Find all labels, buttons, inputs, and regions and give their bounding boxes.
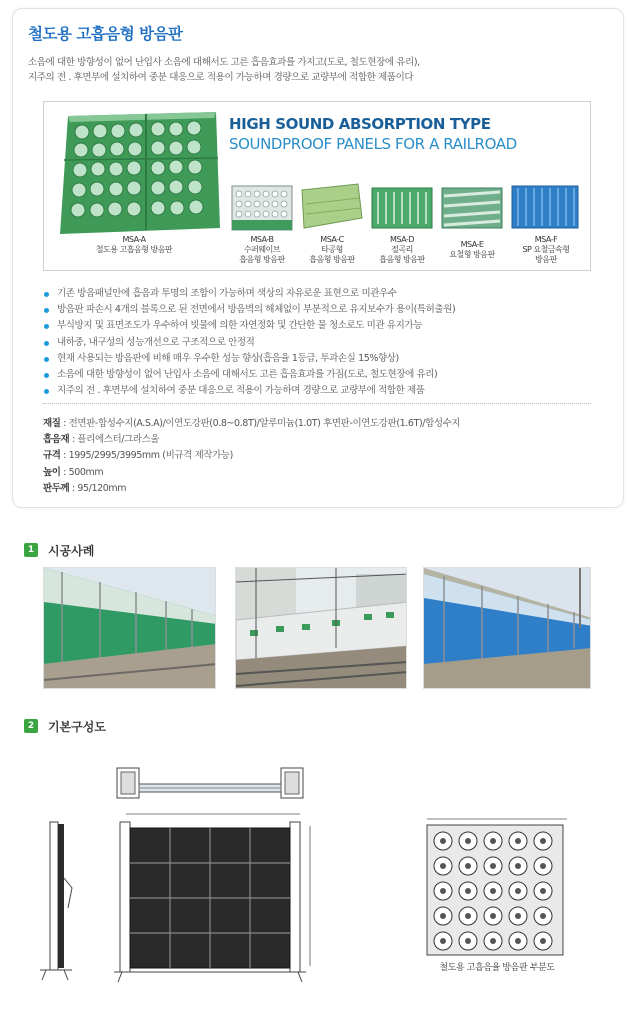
spec-value: : 95/120mm bbox=[69, 482, 127, 494]
model-name: 절곡리 bbox=[391, 245, 413, 254]
msa-f-panel-illustration bbox=[510, 182, 582, 232]
model-code: MSA-F bbox=[534, 235, 558, 244]
model-code: MSA-D bbox=[390, 235, 414, 244]
spec-label: 규격 bbox=[43, 450, 61, 462]
feature-text: 부식방지 및 표면조도가 우수하여 빗물에 의한 자연정화 및 간단한 물 청소로도 미관 유지가능 bbox=[57, 320, 422, 332]
product-lineup-image bbox=[43, 101, 591, 271]
top-view-drawing bbox=[115, 766, 305, 802]
model-code: MSA-E bbox=[460, 240, 484, 249]
section-title: 시공사례 bbox=[48, 544, 95, 558]
model-name: 흡음형 방음판 bbox=[309, 255, 355, 264]
spec-row bbox=[43, 465, 460, 481]
feature-text: 소음에 대한 방향성이 없어 난입사 소음에 대해서도 고른 흡음효과를 가짐(도로, 철도현장에 유리) bbox=[57, 369, 438, 381]
spec-row bbox=[43, 432, 460, 448]
model-caption-msa-c bbox=[298, 235, 366, 265]
msa-a-panel-illustration bbox=[54, 110, 224, 238]
model-name: 수퍼웨이브 bbox=[243, 245, 281, 254]
feature-item bbox=[43, 318, 455, 334]
model-caption-msa-f bbox=[510, 235, 582, 265]
model-code: MSA-C bbox=[320, 235, 344, 244]
bullet-icon bbox=[44, 373, 49, 378]
spec-value: : 플리에스터/그라스울 bbox=[69, 434, 160, 446]
model-caption-msa-d bbox=[368, 235, 436, 265]
model-caption-msa-a bbox=[84, 235, 184, 255]
bullet-icon bbox=[44, 292, 49, 297]
feature-item bbox=[43, 383, 455, 399]
model-caption-msa-e bbox=[438, 240, 506, 260]
model-name: 흡음형 방음판 bbox=[379, 255, 425, 264]
bullet-icon bbox=[44, 308, 49, 313]
spec-label: 재질 bbox=[43, 418, 61, 429]
section-title: 기본구성도 bbox=[48, 720, 106, 734]
section-number-badge: 2 bbox=[24, 719, 38, 733]
divider bbox=[43, 403, 591, 404]
spec-row bbox=[43, 416, 460, 432]
description-line: 지주의 전 . 후면부에 설치하여 중분 대응으로 적용이 가능하며 경량으로 교량부에 적합한 제품이다 bbox=[28, 72, 414, 83]
model-code: MSA-B bbox=[250, 235, 274, 244]
feature-item bbox=[43, 335, 455, 351]
model-name: 철도용 고흡음형 방음판 bbox=[95, 245, 173, 254]
bullet-icon bbox=[44, 341, 49, 346]
feature-text: 방음판 파손시 4개의 블록으로 된 전면에서 방음벽의 해체없이 부분적으로 유지보수가 용이(특허출원) bbox=[57, 304, 456, 316]
section-number-badge: 1 bbox=[24, 543, 38, 557]
model-name: 흡음형 방음판 bbox=[239, 255, 285, 264]
feature-item bbox=[43, 302, 455, 318]
spec-label: 높이 bbox=[43, 466, 61, 478]
case-photo-blue bbox=[423, 567, 591, 689]
model-caption-msa-b bbox=[228, 235, 296, 265]
description-line: 소음에 대한 방향성이 없어 난입사 소음에 대해서도 고른 흡음효과를 가지고(도로, 철도현장에 유리), bbox=[28, 57, 420, 68]
spec-label: 판두께 bbox=[43, 482, 70, 494]
feature-item bbox=[43, 286, 455, 302]
msa-d-panel-illustration bbox=[370, 184, 434, 232]
partial-detail-drawing bbox=[423, 815, 571, 957]
feature-item bbox=[43, 351, 455, 367]
feature-text: 지주의 전 . 후면부에 설치하여 중분 대응으로 적용이 가능하며 경량으로 교량부에 적합한 제품 bbox=[57, 385, 425, 397]
spec-label: 흡음재 bbox=[43, 434, 70, 446]
page-title: 철도용 고흡음형 방음판 bbox=[28, 25, 183, 43]
front-view-drawing bbox=[110, 808, 320, 984]
msa-e-panel-illustration bbox=[440, 184, 504, 232]
feature-list bbox=[43, 286, 455, 399]
case-photo-green bbox=[43, 567, 216, 689]
model-code: MSA-A bbox=[122, 235, 146, 244]
spec-list bbox=[43, 416, 460, 497]
spec-row bbox=[43, 481, 460, 497]
model-name: 방음판 bbox=[535, 255, 557, 264]
product-heading-line2: SOUNDPROOF PANELS FOR A RAILROAD bbox=[229, 135, 517, 153]
bullet-icon bbox=[44, 324, 49, 329]
spec-value: : 전면판-합성수지(A.S.A)/이연도강판(0.8~0.8T)/알루미늄(1.0T) 후면판-이연도강판(1.6T)/합성수지 bbox=[60, 418, 461, 429]
model-name: 타공형 bbox=[321, 245, 343, 254]
spec-value: : 1995/2995/3995mm (비규격 제작가능) bbox=[60, 450, 233, 462]
bullet-icon bbox=[44, 389, 49, 394]
side-view-drawing bbox=[36, 818, 76, 984]
msa-c-panel-illustration bbox=[300, 182, 364, 230]
model-name: 요철형 방음판 bbox=[449, 250, 495, 259]
model-name: SP 요철금속형 bbox=[522, 245, 570, 254]
feature-text: 현재 사용되는 방음판에 비해 매우 우수한 성능 향상(흡음율 1등급, 투과손실 15%향상) bbox=[57, 352, 399, 364]
feature-text: 내하중, 내구성의 성능개선으로 구조적으로 안정적 bbox=[57, 336, 255, 348]
partial-detail-caption: 철도용 고흡음율 방음판 부분도 bbox=[439, 963, 555, 973]
msa-b-panel-illustration bbox=[230, 184, 294, 232]
case-photo-railway bbox=[235, 567, 407, 689]
feature-item bbox=[43, 367, 455, 383]
spec-value: : 500mm bbox=[60, 466, 104, 478]
spec-row bbox=[43, 448, 460, 464]
product-heading-line1: HIGH SOUND ABSORPTION TYPE bbox=[229, 115, 491, 133]
product-description bbox=[28, 55, 598, 85]
feature-text: 기존 방음패널안에 흡음과 투명의 조합이 가능하며 색상의 자유로운 표현으로 미관우수 bbox=[57, 288, 397, 299]
bullet-icon bbox=[44, 357, 49, 362]
